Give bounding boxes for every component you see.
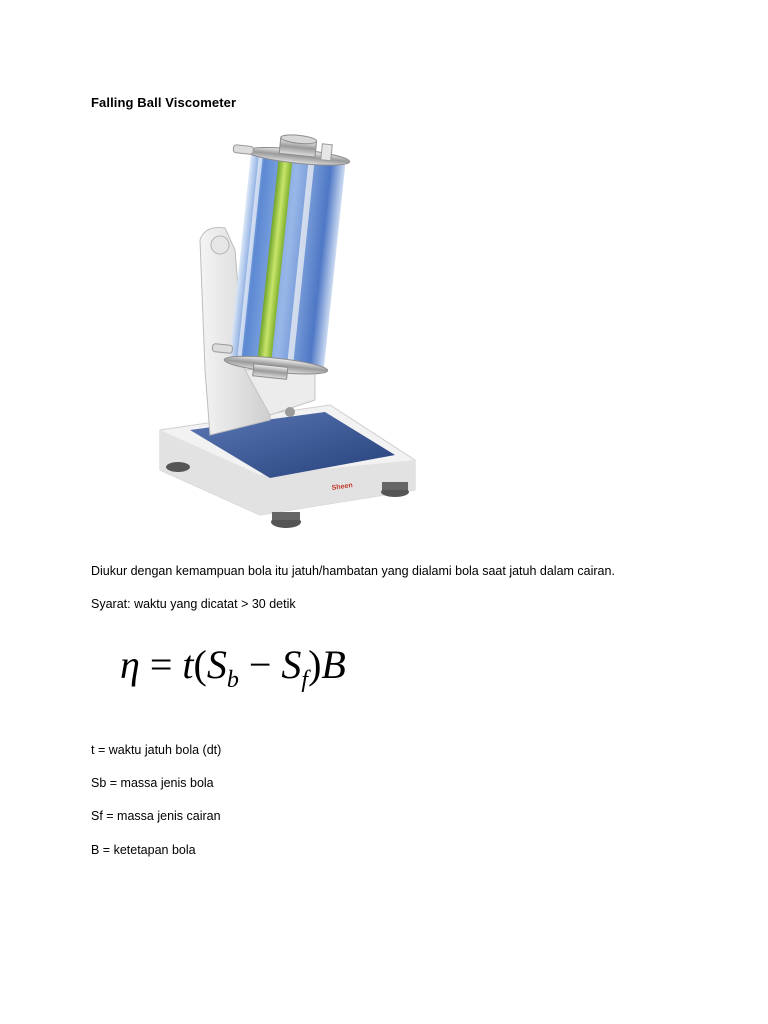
formula-sf-sub: f bbox=[301, 667, 309, 693]
definition-t: t = waktu jatuh bola (dt) bbox=[91, 743, 222, 757]
formula-close-paren: ) bbox=[308, 642, 322, 687]
formula-B: B bbox=[321, 642, 346, 687]
formula-open-paren: ( bbox=[193, 642, 207, 687]
definition-sb: Sb = massa jenis bola bbox=[91, 776, 214, 790]
formula-minus: − bbox=[238, 642, 282, 687]
formula-sf-base: S bbox=[281, 642, 302, 687]
requirement-text: Syarat: waktu yang dicatat > 30 detik bbox=[91, 597, 296, 611]
document-title: Falling Ball Viscometer bbox=[91, 95, 237, 110]
brand-label: Sheen bbox=[331, 482, 354, 492]
definition-b: B = ketetapan bola bbox=[91, 843, 196, 857]
formula-equals: = bbox=[139, 642, 183, 687]
description-text: Diukur dengan kemampuan bola itu jatuh/hambatan yang dialami bola saat jatuh dalam cairan. bbox=[91, 564, 615, 578]
viscometer-image bbox=[150, 130, 430, 540]
definition-sf: Sf = massa jenis cairan bbox=[91, 809, 221, 823]
formula-sb-sub: b bbox=[226, 667, 239, 693]
viscosity-formula bbox=[120, 642, 346, 693]
formula-eta: η bbox=[120, 642, 140, 687]
formula-sb-base: S bbox=[206, 642, 227, 687]
formula-t: t bbox=[182, 642, 194, 687]
